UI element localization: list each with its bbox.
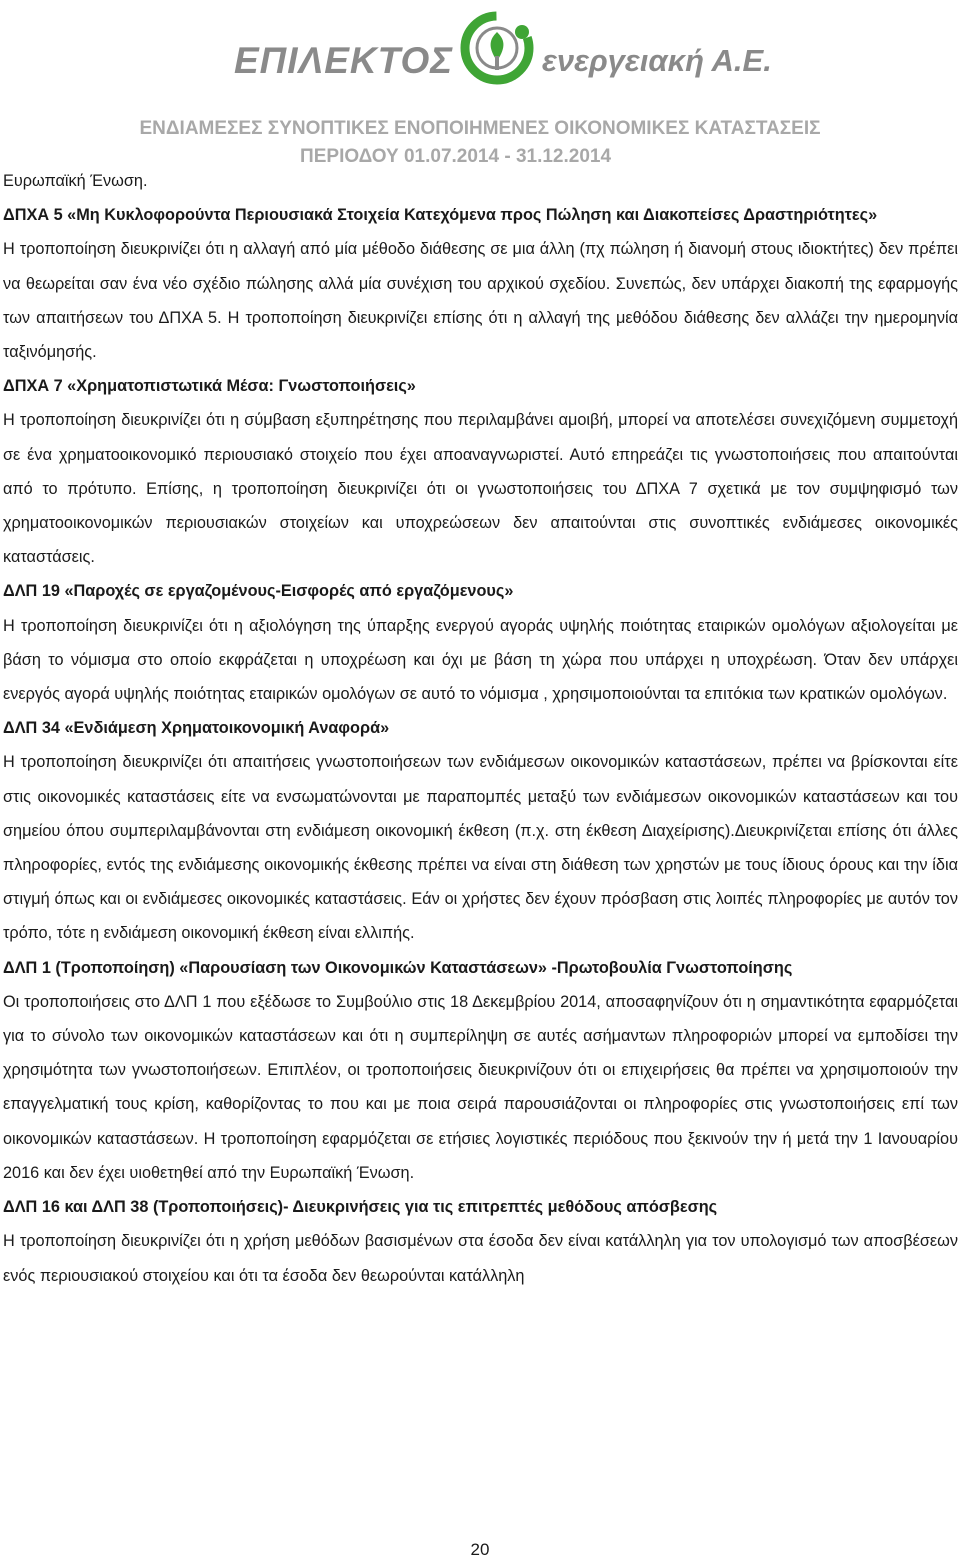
intro-text: Ευρωπαϊκή Ένωση. <box>3 172 148 190</box>
section-body-ias34: Η τροποποίηση διευκρινίζει ότι απαιτήσεις γνωστοποιήσεων των ενδιάμεσων οικονομικών καταστάσεων, πρέπει να βρίσκονται είτε στις οικονομικές καταστάσεις είτε να ενσωματώνονται με παραπομπές μεταξύ των ενδιάμεσων οικονομικών καταστάσεων και του σημείου όπου συμπεριλαμβάνονται στη ενδιάμεση οικονομική έκθεση (π.χ. στη έκθεση Διαχείρισης).Διευκρινίζεται επίσης ότι άλλες πληροφορίες, εντός της ενδιάμεσης οικονομικής έκθεσης πρέπει να είναι στη διάθεση των χρηστών με τους ίδιους όρους και την ίδια στιγμή όπως και οι ενδιάμεσες οικονομικές καταστάσεις. Εάν οι χρήστες δεν έχουν πρόσβαση στις λοιπές πληροφορίες με αυτόν τον τρόπο, τότε η ενδιάμεση οικονομική έκθεση είναι ελλιπής. <box>3 753 958 943</box>
section-title-ias34: ΔΛΠ 34 «Ενδιάμεση Χρηματοικονομική Αναφορά» <box>3 719 390 738</box>
section-body-ifrs5: Η τροποποίηση διευκρινίζει ότι η αλλαγή από μία μέθοδο διάθεσης σε μια άλλη (πχ πώληση ή διανομή στους ιδιοκτήτες) δεν πρέπει να θεωρείται σαν ένα νέο σχέδιο πώλησης αλλά μία συνέχιση του αρχικού σχεδίου. Συνεπώς, δεν υπάρχει διακοπή της εφαρμογής των απαιτήσεων του ΔΠΧΑ 5. Η τροποποίηση διευκρινίζει επίσης ότι η αλλαγή της μεθόδου διάθεσης δεν αλλάζει την ημερομηνία ταξινόμησής. <box>3 240 958 362</box>
document-body <box>3 164 958 1293</box>
section-title-ifrs7: ΔΠΧΑ 7 «Χρηματοπιστωτικά Μέσα: Γνωστοποιήσεις» <box>3 377 416 396</box>
section-body-ias1: Οι τροποποιήσεις στο ΔΛΠ 1 που εξέδωσε το Συμβούλιο στις 18 Δεκεμβρίου 2014, αποσαφηνίζουν ότι η σημαντικότητα εφαρμόζεται για το σύνολο των οικονομικών καταστάσεων και ότι η συμπερίληψη σε αυτές ασήμαντων πληροφοριών μπορεί να εμποδίσει την χρησιμότητα των γνωστοποιήσεων. Επιπλέον, οι τροποποιήσεις διευκρινίζουν ότι οι επιχειρήσεις θα πρέπει να χρησιμοποιούν την επαγγελματική τους κρίση, καθορίζοντας το που και με ποια σειρά παρουσιάζονται οι πληροφορίες στις γνωστοποιήσεις επί των οικονομικών καταστάσεων. Η τροποποίηση εφαρμόζεται σε ετήσιες λογιστικές περιόδους που ξεκινούν την ή μετά την 1 Ιανουαρίου 2016 και δεν έχει υιοθετηθεί από την Ευρωπαϊκή Ένωση. <box>3 992 958 1182</box>
logo-wordmark-right: ενεργειακή Α.Ε. <box>542 43 772 78</box>
section-body-ias19: Η τροποποίηση διευκρινίζει ότι η αξιολόγηση της ύπαρξης ενεργού αγοράς υψηλής ποιότητας εταιρικών ομολόγων αξιολογείται με βάση το νόμισμα στο οποίο εκφράζεται η υποχρέωση και όχι με βάση τη χώρα που υπάρχει η υποχρέωση. Όταν δεν υπάρχει ενεργός αγορά υψηλής ποιότητας εταιρικών ομολόγων σε αυτό το νόμισμα , χρησιμοποιούνται τα επιτόκια των κρατικών ομολόγων. <box>3 616 958 704</box>
report-title: ΕΝΔΙΑΜΕΣΕΣ ΣΥΝΟΠΤΙΚΕΣ ΕΝΟΠΟΙΗΜΕΝΕΣ ΟΙΚΟΝΟΜΙΚΕΣ ΚΑΤΑΣΤΑΣΕΙΣ <box>139 118 821 139</box>
section-title-ifrs5: ΔΠΧΑ 5 «Μη Κυκλοφορούντα Περιουσιακά Στοιχεία Κατεχόμενα προς Πώληση και Διακοπείσες Δραστηριότητες» <box>3 206 878 225</box>
page-number: 20 <box>470 1540 490 1559</box>
report-period: ΠΕΡΙΟΔΟΥ 01.07.2014 - 31.12.2014 <box>300 146 612 167</box>
logo-wordmark-left: ΕΠΙΛΕΚΤΟΣ <box>234 40 454 81</box>
section-title-ias1: ΔΛΠ 1 (Τροποποίηση) «Παρουσίαση των Οικονομικών Καταστάσεων» -Πρωτοβουλία Γνωστοποίησης <box>3 958 793 977</box>
section-title-ias16-38: ΔΛΠ 16 και ΔΛΠ 38 (Τροποποιήσεις)- Διευκρινήσεις για τις επιτρεπτές μεθόδους απόσβεσης <box>3 1198 718 1217</box>
page-header <box>0 0 960 170</box>
section-body-ias16-38: Η τροποποίηση διευκρινίζει ότι η χρήση μεθόδων βασισμένων στα έσοδα δεν είναι κατάλληλη για τον υπολογισμό των αποσβέσεων ενός περιουσιακού στοιχείου και ότι τα έσοδα δεν θεωρούνται κατάλληλη <box>3 1232 958 1285</box>
section-title-ias19: ΔΛΠ 19 «Παροχές σε εργαζομένους-Εισφορές από εργαζόμενους» <box>3 582 514 601</box>
section-body-ifrs7: Η τροποποίηση διευκρινίζει ότι η σύμβαση εξυπηρέτησης που περιλαμβάνει αμοιβή, μπορεί να αποτελέσει συνεχιζόμενη συμμετοχή σε ένα χρηματοοικονομικό περιουσιακό στοιχείο που έχει αποαναγνωριστεί. Αυτό επηρεάζει τις γνωστοποιήσεις που απαιτούνται από το πρότυπο. Επίσης, η τροποποίηση διευκρινίζει ότι οι γνωστοποιήσεις του ΔΠΧΑ 7 σχετικά με τον συμψηφισμό των χρηματοοικονομικών περιουσιακών στοιχείων και υποχρεώσεων δεν απαιτούνται στις συνοπτικές ενδιάμεσες οικονομικές καταστάσεις. <box>3 411 958 567</box>
company-logo-icon <box>452 6 542 96</box>
